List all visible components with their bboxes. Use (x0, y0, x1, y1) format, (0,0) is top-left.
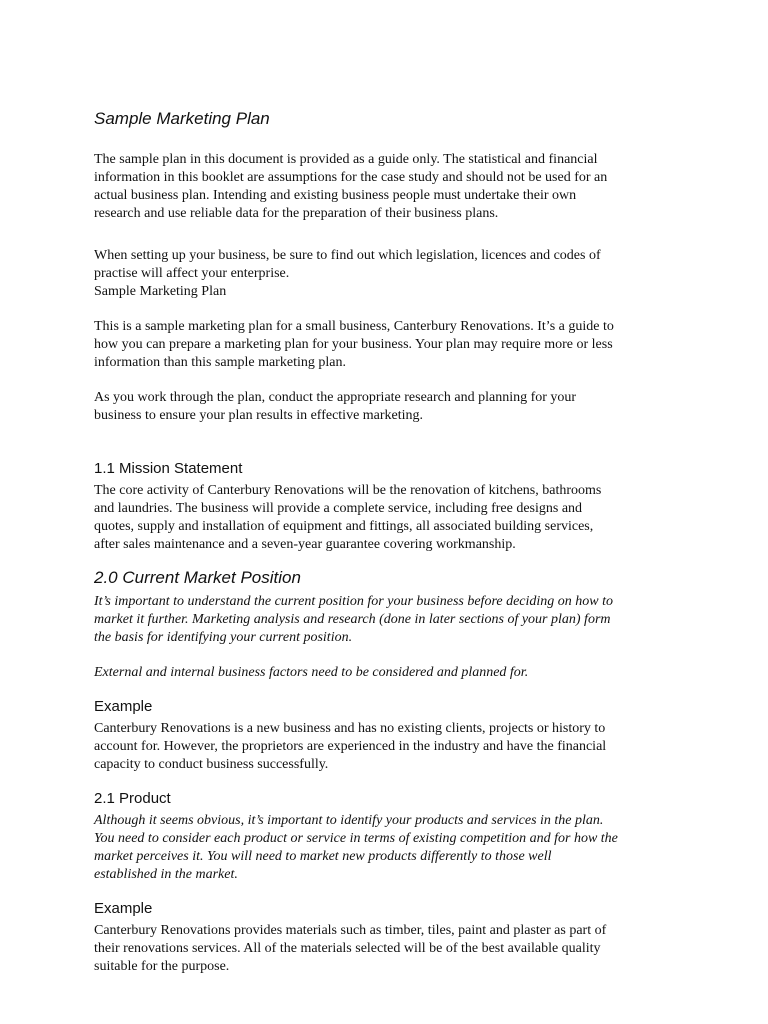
product-example-text (94, 922, 694, 976)
text-line: market it further. Marketing analysis and research (done in later sections of your plan) form (94, 612, 611, 627)
text-line: Sample Marketing Plan (94, 284, 227, 299)
market-position-factors (94, 664, 694, 682)
text-line: The sample plan in this document is provided as a guide only. The statistical and financial (94, 152, 598, 167)
text-line: As you work through the plan, conduct the appropriate research and planning for your (94, 390, 577, 405)
intro-paragraph-3 (94, 318, 694, 372)
text-line: The core activity of Canterbury Renovations will be the renovation of kitchens, bathrooms (94, 483, 602, 498)
current-market-position-heading: 2.0 Current Market Position (94, 568, 301, 587)
text-line: actual business plan. Intending and existing business people must undertake their own (94, 188, 577, 203)
product-guidance (94, 812, 694, 884)
intro-paragraph-1 (94, 151, 694, 223)
intro-paragraph-2 (94, 247, 694, 301)
text-line: the basis for identifying your current position. (94, 630, 353, 645)
intro-paragraph-4 (94, 389, 694, 425)
text-line: suitable for the purpose. (94, 959, 230, 974)
text-line: information than this sample marketing plan. (94, 355, 346, 370)
text-line: their renovations services. All of the materials selected will be of the best available quality (94, 941, 601, 956)
text-line: capacity to conduct business successfully. (94, 757, 329, 772)
product-heading: 2.1 Product (94, 790, 171, 807)
mission-statement-text (94, 482, 694, 554)
text-line: how you can prepare a marketing plan for your business. Your plan may require more or less (94, 337, 613, 352)
market-position-example-text (94, 720, 694, 774)
text-line: Canterbury Renovations is a new business and has no existing clients, projects or history to (94, 721, 606, 736)
document-title: Sample Marketing Plan (94, 109, 270, 128)
text-line: business to ensure your plan results in effective marketing. (94, 408, 424, 423)
text-line: account for. However, the proprietors are experienced in the industry and have the financial (94, 739, 607, 754)
text-line: Although it seems obvious, it’s important to identify your products and services in the plan. (94, 813, 604, 828)
text-line: after sales maintenance and a seven-year guarantee covering workmanship. (94, 537, 516, 552)
market-position-guidance (94, 593, 694, 647)
mission-statement-heading: 1.1 Mission Statement (94, 460, 243, 477)
text-line: established in the market. (94, 867, 238, 882)
text-line: It’s important to understand the current position for your business before deciding on how to (94, 594, 614, 609)
text-line: practise will affect your enterprise. (94, 266, 290, 281)
text-line: Canterbury Renovations provides materials such as timber, tiles, paint and plaster as part of (94, 923, 607, 938)
text-line: You need to consider each product or service in terms of existing competition and for how the (94, 831, 618, 846)
text-line: External and internal business factors need to be considered and planned for. (94, 665, 529, 680)
text-line: When setting up your business, be sure to find out which legislation, licences and codes of (94, 248, 601, 263)
text-line: and laundries. The business will provide a complete service, including free designs and (94, 501, 583, 516)
text-line: This is a sample marketing plan for a small business, Canterbury Renovations. It’s a guide to (94, 319, 614, 334)
text-line: quotes, supply and installation of equipment and fittings, all associated building services, (94, 519, 594, 534)
text-line: information in this booklet are assumptions for the case study and should not be used for an (94, 170, 608, 185)
text-line: research and use reliable data for the preparation of their business plans. (94, 206, 499, 221)
example-heading: Example (94, 900, 153, 917)
example-heading: Example (94, 698, 153, 715)
text-line: market perceives it. You will need to market new products differently to those well (94, 849, 552, 864)
